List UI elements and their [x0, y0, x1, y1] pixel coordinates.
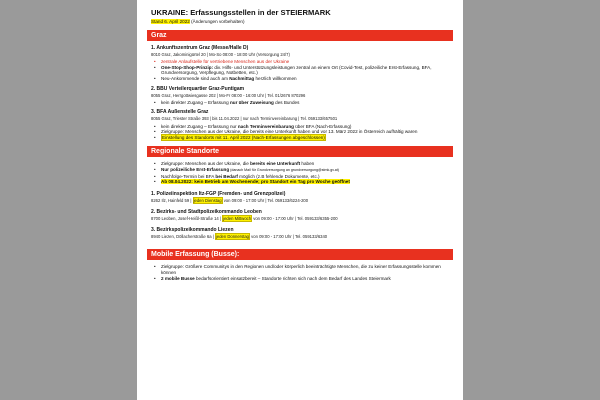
section-header-mobile: Mobile Erfassung (Busse): — [147, 249, 453, 260]
bullet: • Nachfolge-Termin bei BFA bei Bedarf möglich (z.B fehlende Dokumente, etc.) — [161, 174, 449, 180]
bullet: • Ab 08.04.2022: kein Betrieb am Wochenende; pro Standort ein Tag pro Woche geöffnet — [161, 179, 449, 185]
document-title: UKRAINE: Erfassungsstellen in der STEIERMARK — [151, 8, 331, 17]
mobile-bullets — [151, 264, 449, 281]
item-bullets — [151, 100, 449, 106]
bullet: • Zielgruppe: Menschen aus der Ukraine, die bereits eine Unterkunft haben — [161, 161, 449, 167]
item-title: 1. Polizeiinspektion Itz-FGP (Fremden- und Grenzpolizei) — [151, 190, 286, 197]
graz-item-1 — [151, 45, 449, 82]
stand-line — [151, 19, 449, 24]
regional-item-3 — [151, 227, 449, 239]
bullet: • Neu-Ankommende sind auch am Nachmittag herzlich willkommen — [161, 76, 449, 82]
item-title: 3. BFA Außenstelle Graz — [151, 109, 209, 116]
bullet: • zentrale Anlaufstelle für vertriebene Menschen aus der Ukraine — [161, 59, 449, 65]
stand-note: (Änderungen vorbehalten) — [189, 19, 245, 24]
bullet: • One-Stop-Shop-Prinzip: div. Hilfs- und Unterstützungsleistungen zentral an einem Ort (Covid-Test, polizeiliche Erst-Erfassung, BFA, Grundversorgung, Verpflegung, Notbetten, etc.) — [161, 65, 449, 76]
item-bullets — [151, 124, 449, 141]
item-address: 8010 Graz, Jakominigürtel 20 | Mo-So 08:00 - 18:00 Uhr (Versorgung 24/7) — [151, 52, 290, 57]
bullet: • 2 mobile Busse bedarfsorientiert einsatzbereit – Standorte richten sich nach dem Bedarf des Landes Steiermark — [161, 276, 449, 282]
regional-item-1 — [151, 191, 449, 203]
bullet: • Zielgruppe: Menschen aus der Ukraine, die bereits eine Unterkunft haben und vor 13. März 2022 in Österreich aufhältig waren — [161, 129, 449, 135]
graz-item-3 — [151, 109, 449, 140]
item-address: 8700 Leoben, Josef-Heißl-Straße 14 | jeden Mittwoch von 09:00 - 17:00 Uhr | Tel. 059133/6355-200 — [151, 215, 338, 221]
bullet: • kein direkter Zugang – Erfassung nur nach Terminvereinbarung über BFA (Nach-Erfassung) — [161, 124, 449, 130]
item-address: 8055 Graz, Herrgottwiesgasse 202 | Mo-Fr 08:00 - 16:00 Uhr | Tel. 01/2676 870296 — [151, 92, 306, 98]
section-header-regional: Regionale Standorte — [147, 146, 453, 157]
bullet: • kein direkter Zugang – Erfassung nur über Zuweisung des Bundes — [161, 100, 449, 106]
bullet: • Nur polizeiliche Erst-Erfassung (danach Mail für Grundversorgung an grundversorgung@stmk.gv.at) — [161, 167, 449, 174]
graz-item-2 — [151, 86, 449, 106]
item-bullets — [151, 59, 449, 81]
item-address: 8940 Liezen, Döllacherstraße 6a | jeden Donnerstag von 09:00 - 17:00 Uhr | Tel. 059133/6340 — [151, 234, 328, 240]
item-title: 3. Bezirkspolizeikommando Liezen — [151, 227, 234, 234]
section-header-graz: Graz — [147, 30, 453, 41]
item-title: 1. Ankunftszentrum Graz (Messe/Halle D) — [151, 45, 249, 51]
item-title: 2. Bezirks- und Stadtpolizeikommando Leoben — [151, 208, 262, 215]
item-address: 8262 Ilz, Hainfeld 59 | jeden Dienstag von 09:00 - 17:00 Uhr | Tel. 059133/6224-200 — [151, 197, 309, 203]
document-page — [137, 0, 463, 400]
item-address: 8055 Graz, Triester Straße 393 | bis 11.04.2022 | nur nach Terminvereinbarung | Tel. 059133/657501 — [151, 116, 338, 122]
bullet: • Zielgruppe: Größere Communitys in den Regionen und/oder körperlich beeinträchtigte Menschen, die zu keiner Erfassungsstelle kommen können — [161, 264, 449, 275]
bullet: • Einstellung des Standorts mit 11. April 2022 (Nach-Erfassungen abgeschlossen) — [161, 135, 449, 141]
regional-item-2 — [151, 209, 449, 221]
stand-date: Stand 6. April 2022 — [151, 19, 190, 24]
regional-bullets — [151, 161, 449, 184]
item-title: 2. BBU Verteilerquartier Graz-Puntigam — [151, 85, 245, 92]
